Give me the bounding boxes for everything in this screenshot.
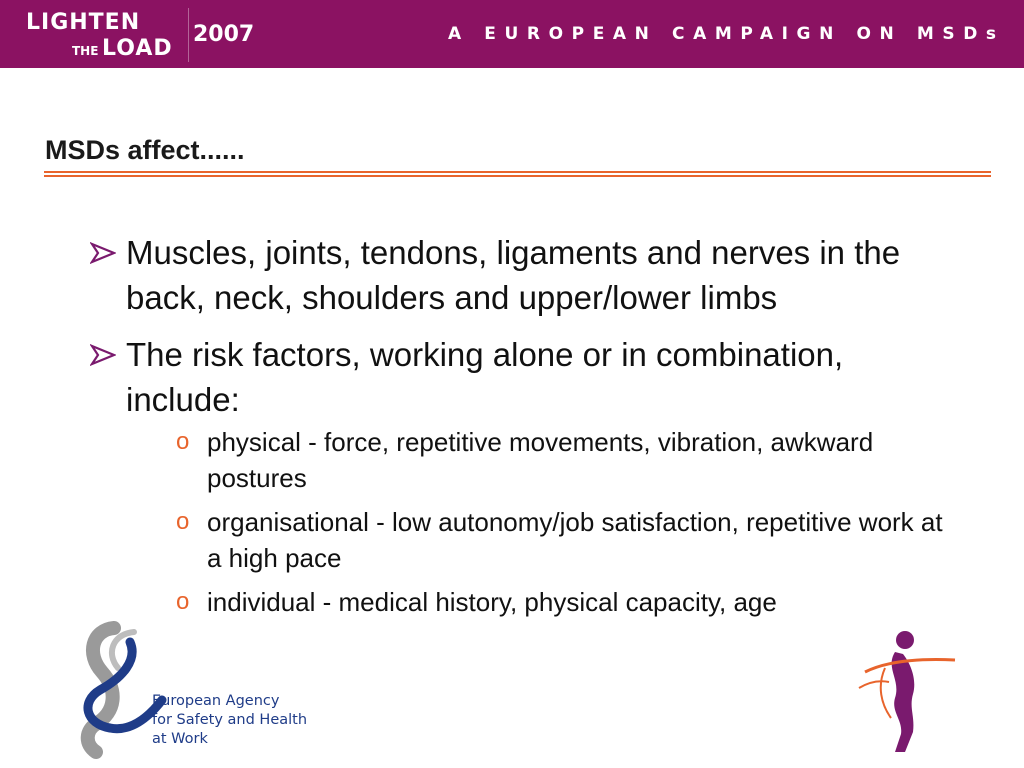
arrow-bullet-icon — [90, 242, 116, 264]
title-underline-bottom — [44, 175, 991, 177]
sub-bullet-item — [126, 584, 950, 620]
agency-name — [152, 692, 307, 749]
slide-title: MSDs affect...... — [45, 135, 245, 165]
lifting-figure-logo — [855, 628, 965, 758]
agency-name-line: at Work — [152, 731, 208, 747]
campaign-year: 2007 — [193, 22, 255, 47]
arrow-bullet-icon — [90, 344, 116, 366]
bullet-text: The risk factors, working alone or in combination, include: — [126, 336, 844, 418]
logo-the-text: THE — [72, 44, 99, 58]
sub-bullet-marker: o — [176, 428, 190, 455]
logo-lighten-text: LIGHTEN — [26, 10, 141, 35]
logo-divider — [188, 8, 189, 62]
campaign-banner — [0, 0, 1024, 68]
sub-bullet-marker: o — [176, 588, 190, 615]
slide-content — [90, 230, 950, 632]
logo-load-text: LOAD — [102, 36, 173, 61]
sub-bullet-text: individual - medical history, physical capacity, age — [207, 587, 777, 617]
campaign-tagline: A EUROPEAN CAMPAIGN ON MSDs — [448, 24, 1005, 44]
sub-bullet-marker: o — [176, 508, 190, 535]
title-underline-top — [44, 171, 991, 173]
sub-bullet-item — [126, 424, 950, 496]
agency-name-line: European Agency — [152, 693, 280, 709]
sub-bullet-item — [126, 504, 950, 576]
bullet-item — [90, 230, 950, 320]
lighten-the-load-logo — [20, 6, 188, 64]
bullet-text: Muscles, joints, tendons, ligaments and nerves in the back, neck, shoulders and upper/lower limbs — [126, 234, 901, 316]
agency-name-line: for Safety and Health — [152, 712, 308, 728]
risk-factor-list — [126, 424, 950, 620]
sub-bullet-text: organisational - low autonomy/job satisfaction, repetitive work at a high pace — [207, 507, 943, 573]
sub-bullet-text: physical - force, repetitive movements, vibration, awkward postures — [207, 427, 874, 493]
bullet-item — [90, 332, 950, 620]
